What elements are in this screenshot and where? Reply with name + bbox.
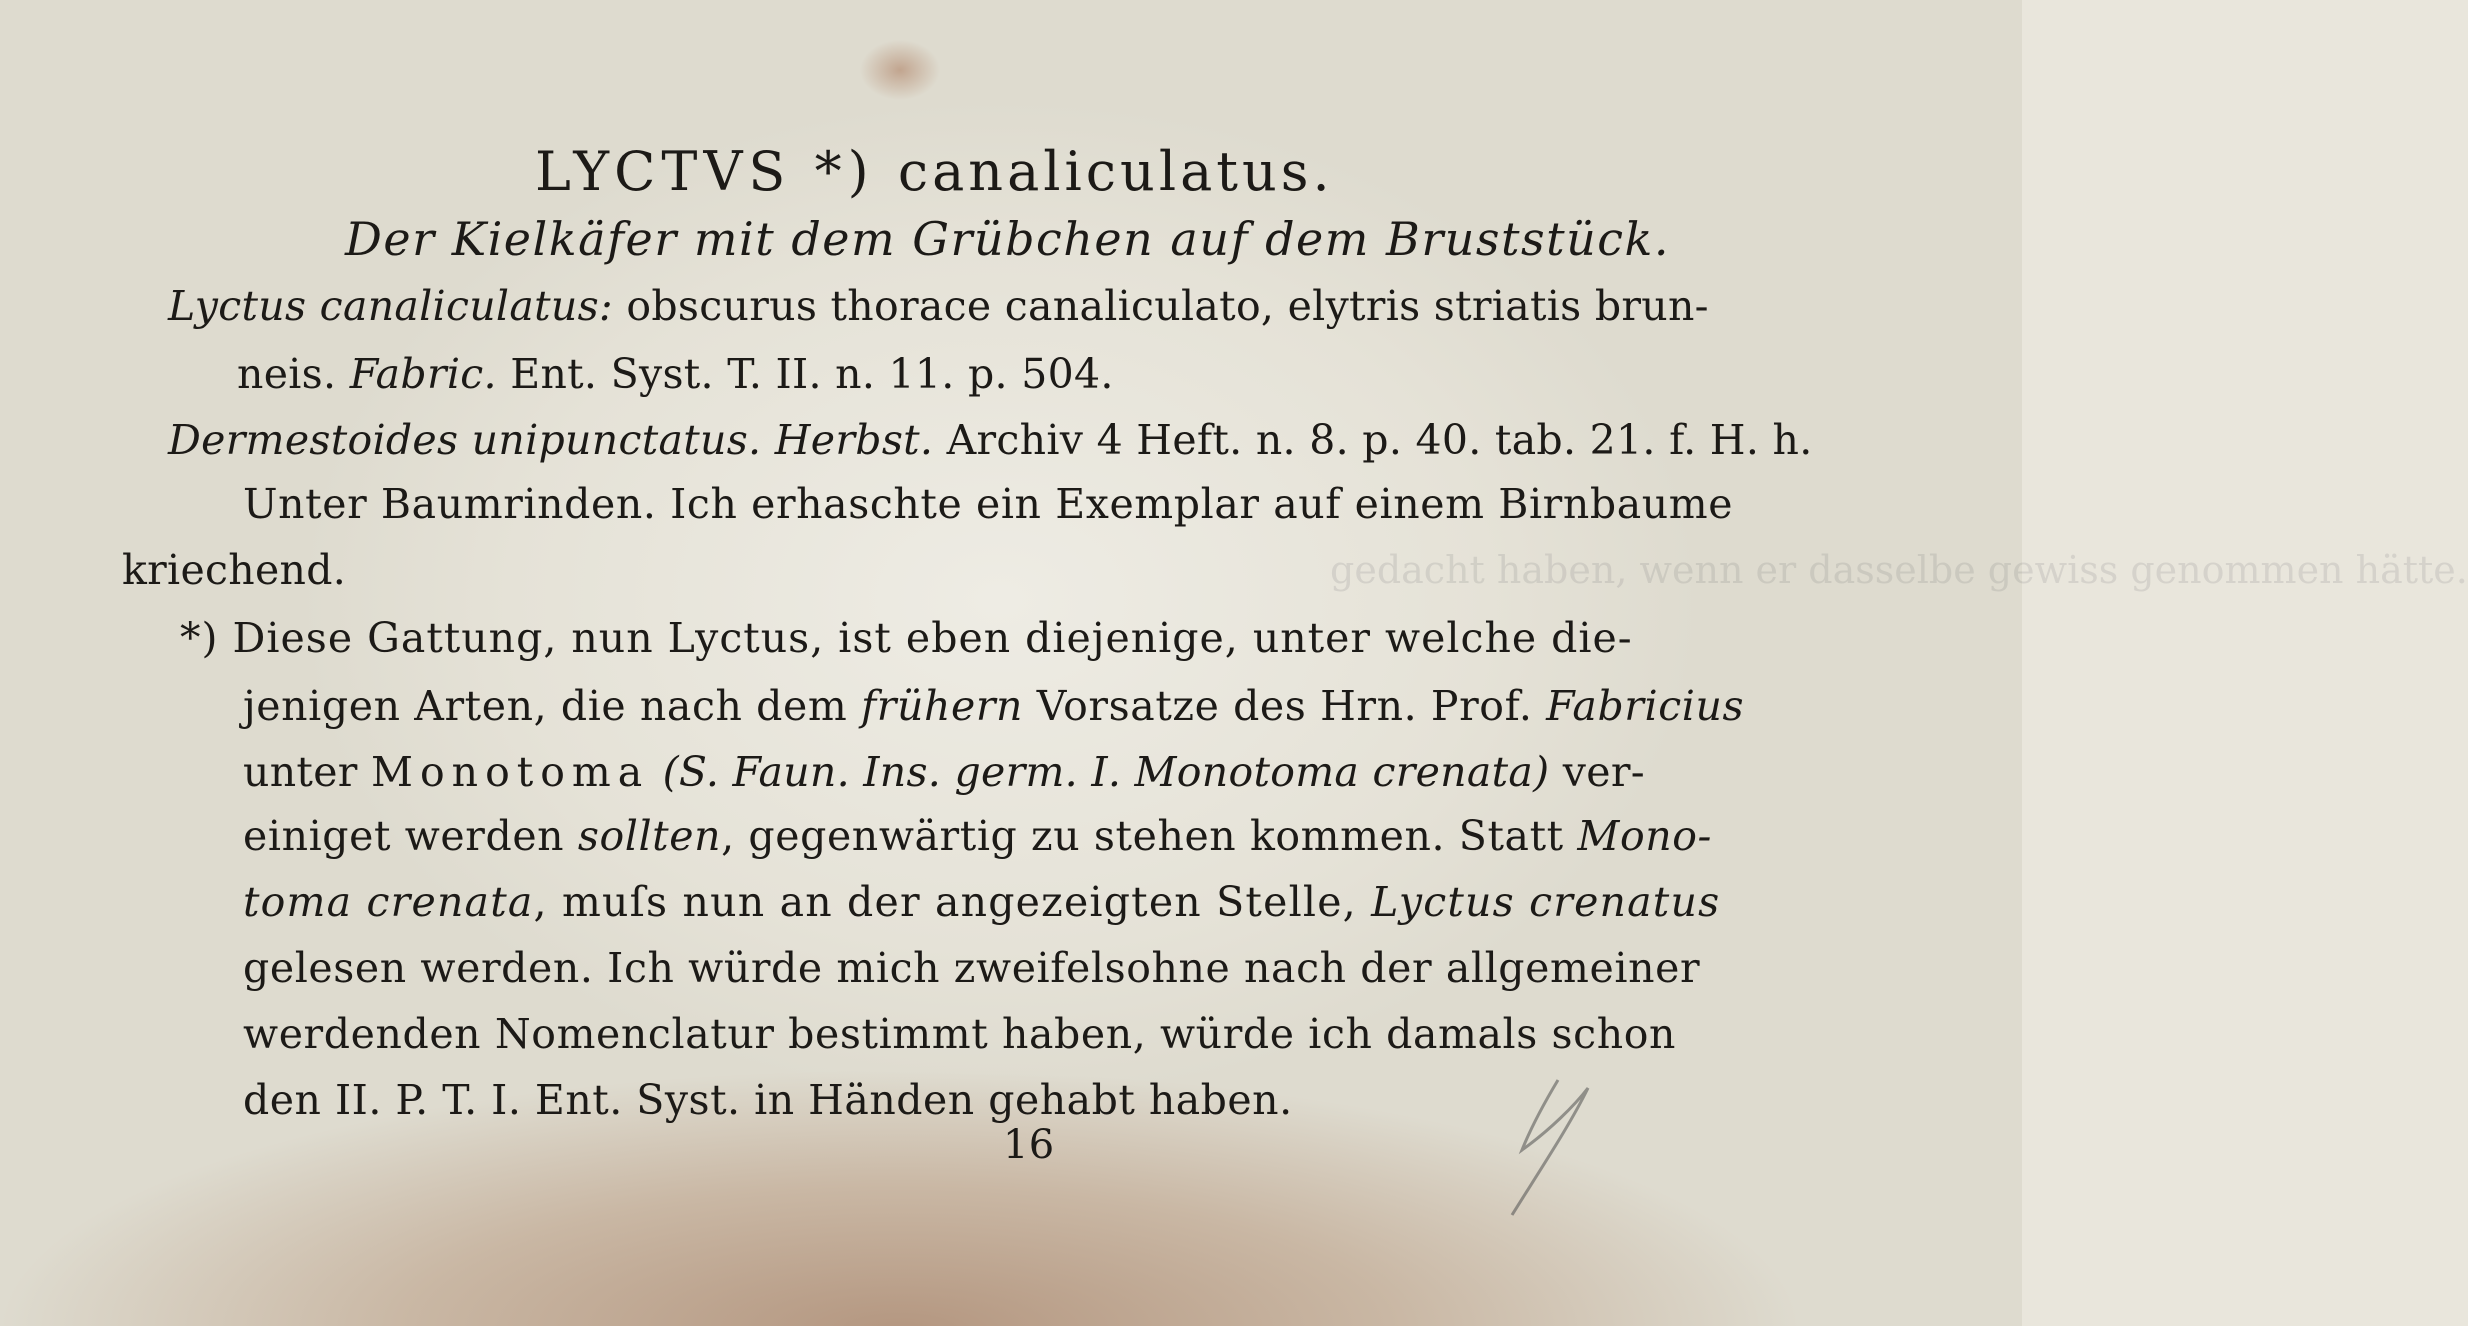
footnote-line-2 bbox=[243, 682, 1744, 730]
synonym-1-continued bbox=[237, 350, 1114, 398]
fn-spaced-genus: Monotoma bbox=[371, 748, 650, 796]
fn-italic: Mono- bbox=[1577, 812, 1712, 860]
genus-name: LYCTVS bbox=[535, 140, 792, 203]
synonym-2 bbox=[168, 416, 1813, 464]
fn-italic: (S. Faun. Ins. germ. I. Monotoma crenata) bbox=[662, 748, 1550, 796]
synonym-1-name: Lyctus canaliculatus: bbox=[168, 282, 614, 330]
footnote-line-7: werdenden Nomenclatur bestimmt haben, würde ich damals schon bbox=[243, 1010, 1677, 1058]
habitat-line-2: kriechend. bbox=[122, 546, 347, 594]
species-name: canaliculatus. bbox=[897, 140, 1334, 203]
fn-italic: sollten bbox=[577, 812, 722, 860]
fn-author: Fabricius bbox=[1546, 682, 1745, 730]
footnote-line-3 bbox=[243, 748, 1645, 796]
footnote-mark: *) bbox=[180, 614, 219, 662]
synonym-2-reference: Archiv 4 Heft. n. 8. p. 40. tab. 21. f. H. h. bbox=[946, 416, 1813, 464]
synonym-1-author: Fabric. bbox=[349, 350, 497, 398]
fn-text: , gegenwärtig zu stehen kommen. Statt bbox=[721, 812, 1564, 860]
synonym-1-text: obscurus thorace canaliculato, elytris striatis brun- bbox=[626, 282, 1709, 330]
synonym-1-cont: neis. bbox=[237, 350, 337, 398]
fn-text: , muſs nun an der angezeigten Stelle, bbox=[533, 878, 1357, 926]
fn-italic: Lyctus crenatus bbox=[1371, 878, 1721, 926]
pencil-mark bbox=[1500, 1070, 1610, 1220]
species-title bbox=[535, 140, 1334, 203]
fn-italic: toma crenata bbox=[243, 878, 534, 926]
footnote-line-4 bbox=[243, 812, 1712, 860]
german-common-name: Der Kielkäfer mit dem Grübchen auf dem Bruststück. bbox=[345, 212, 1670, 266]
synonym-2-author: Herbst. bbox=[774, 416, 934, 464]
synonym-1-reference: Ent. Syst. T. II. n. 11. p. 504. bbox=[510, 350, 1114, 398]
fn-italic: frühern bbox=[861, 682, 1024, 730]
habitat-line-1: Unter Baumrinden. Ich erhaschte ein Exemplar auf einem Birnbaume bbox=[243, 480, 1734, 528]
footnote-line-1 bbox=[180, 614, 1633, 662]
fn-text: einiget werden bbox=[243, 812, 565, 860]
synonym-1 bbox=[168, 282, 1709, 330]
fn-text: Vorsatze des Hrn. Prof. bbox=[1036, 682, 1533, 730]
page-number: 16 bbox=[1003, 1122, 1055, 1168]
synonym-2-name: Dermestoides unipunctatus. bbox=[168, 416, 762, 464]
footnote-text: Diese Gattung, nun Lyctus, ist eben diejenige, unter welche die- bbox=[232, 614, 1633, 662]
fn-text: ver- bbox=[1562, 748, 1645, 796]
bleed-through-text: gedacht haben, wenn er dasselbe gewiss genommen hätte. bbox=[1330, 548, 2468, 592]
footnote-marker: *) bbox=[814, 140, 875, 203]
footnote-line-6: gelesen werden. Ich würde mich zweifelsohne nach der allgemeiner bbox=[243, 944, 1701, 992]
fn-text: unter bbox=[243, 748, 358, 796]
fn-text: jenigen Arten, die nach dem bbox=[243, 682, 848, 730]
footnote-line-8: den II. P. T. I. Ent. Syst. in Händen gehabt haben. bbox=[243, 1076, 1293, 1124]
footnote-line-5 bbox=[243, 878, 1720, 926]
